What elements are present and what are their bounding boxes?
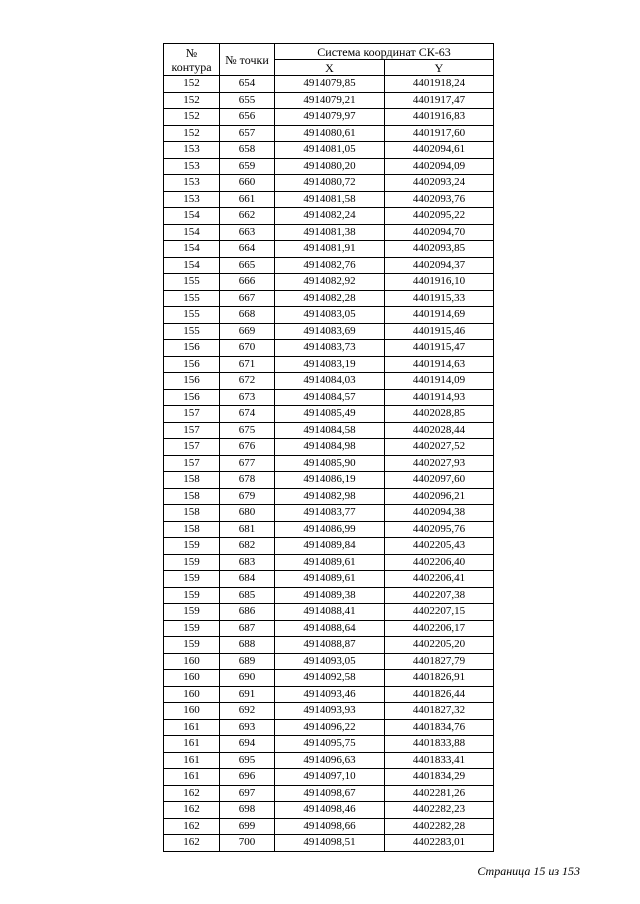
x-cell: 4914085,90: [275, 455, 385, 472]
table-row: [164, 175, 494, 192]
point-cell: 682: [220, 538, 275, 555]
point-cell: 666: [220, 274, 275, 291]
x-cell: 4914088,41: [275, 604, 385, 621]
y-cell: 4402205,20: [385, 637, 494, 654]
point-cell: 665: [220, 257, 275, 274]
point-cell: 664: [220, 241, 275, 258]
table-row: [164, 521, 494, 538]
y-cell: 4401916,10: [385, 274, 494, 291]
table-row: [164, 142, 494, 159]
y-cell: 4401834,29: [385, 769, 494, 786]
x-cell: 4914097,10: [275, 769, 385, 786]
x-cell: 4914079,97: [275, 109, 385, 126]
y-cell: 4401834,76: [385, 719, 494, 736]
y-cell: 4402283,01: [385, 835, 494, 852]
y-cell: 4401915,33: [385, 290, 494, 307]
table-row: [164, 752, 494, 769]
x-cell: 4914082,92: [275, 274, 385, 291]
point-cell: 684: [220, 571, 275, 588]
y-cell: 4401918,24: [385, 76, 494, 93]
point-cell: 695: [220, 752, 275, 769]
y-cell: 4402282,28: [385, 818, 494, 835]
contour-cell: 159: [164, 554, 220, 571]
contour-cell: 159: [164, 538, 220, 555]
table-row: [164, 472, 494, 489]
table-row: [164, 769, 494, 786]
y-cell: 4401915,47: [385, 340, 494, 357]
y-cell: 4402094,61: [385, 142, 494, 159]
x-cell: 4914083,69: [275, 323, 385, 340]
point-cell: 681: [220, 521, 275, 538]
contour-cell: 154: [164, 257, 220, 274]
table-row: [164, 290, 494, 307]
contour-cell: 162: [164, 785, 220, 802]
y-cell: 4401914,09: [385, 373, 494, 390]
table-row: [164, 670, 494, 687]
point-cell: 693: [220, 719, 275, 736]
point-cell: 658: [220, 142, 275, 159]
y-cell: 4402207,15: [385, 604, 494, 621]
y-cell: 4402093,85: [385, 241, 494, 258]
y-cell: 4402097,60: [385, 472, 494, 489]
y-cell: 4402206,40: [385, 554, 494, 571]
coordinates-table: [163, 43, 494, 852]
point-cell: 680: [220, 505, 275, 522]
x-cell: 4914082,98: [275, 488, 385, 505]
point-cell: 698: [220, 802, 275, 819]
table-row: [164, 389, 494, 406]
table-row: [164, 686, 494, 703]
header-contour-number-label: контура: [171, 59, 212, 74]
x-cell: 4914093,05: [275, 653, 385, 670]
x-cell: 4914081,38: [275, 224, 385, 241]
table-row: [164, 92, 494, 109]
x-cell: 4914083,19: [275, 356, 385, 373]
y-cell: 4401826,91: [385, 670, 494, 687]
y-cell: 4402095,76: [385, 521, 494, 538]
point-cell: 696: [220, 769, 275, 786]
y-cell: 4401914,63: [385, 356, 494, 373]
x-cell: 4914084,03: [275, 373, 385, 390]
point-cell: 671: [220, 356, 275, 373]
table-row: [164, 785, 494, 802]
x-cell: 4914086,19: [275, 472, 385, 489]
contour-cell: 160: [164, 653, 220, 670]
y-cell: 4402206,41: [385, 571, 494, 588]
y-cell: 4401827,79: [385, 653, 494, 670]
point-cell: 663: [220, 224, 275, 241]
y-cell: 4402205,43: [385, 538, 494, 555]
table-row: [164, 505, 494, 522]
x-cell: 4914089,38: [275, 587, 385, 604]
y-cell: 4402093,24: [385, 175, 494, 192]
contour-cell: 160: [164, 686, 220, 703]
x-cell: 4914083,05: [275, 307, 385, 324]
x-cell: 4914085,49: [275, 406, 385, 423]
table-row: [164, 818, 494, 835]
point-cell: 686: [220, 604, 275, 621]
table-row: [164, 637, 494, 654]
contour-cell: 157: [164, 455, 220, 472]
y-cell: 4402093,76: [385, 191, 494, 208]
table-row: [164, 719, 494, 736]
contour-cell: 159: [164, 571, 220, 588]
table-row: [164, 736, 494, 753]
contour-cell: 155: [164, 307, 220, 324]
table-row: [164, 257, 494, 274]
point-cell: 692: [220, 703, 275, 720]
point-cell: 673: [220, 389, 275, 406]
point-cell: 656: [220, 109, 275, 126]
header-contour-number: [164, 44, 220, 76]
table-row: [164, 653, 494, 670]
x-cell: 4914082,28: [275, 290, 385, 307]
x-cell: 4914095,75: [275, 736, 385, 753]
y-cell: 4402281,26: [385, 785, 494, 802]
x-cell: 4914083,73: [275, 340, 385, 357]
contour-cell: 158: [164, 472, 220, 489]
contour-cell: 155: [164, 290, 220, 307]
table-row: [164, 241, 494, 258]
x-cell: 4914084,98: [275, 439, 385, 456]
contour-cell: 158: [164, 505, 220, 522]
y-cell: 4402027,93: [385, 455, 494, 472]
table-row: [164, 76, 494, 93]
point-cell: 667: [220, 290, 275, 307]
table-row: [164, 587, 494, 604]
point-cell: 677: [220, 455, 275, 472]
point-cell: 675: [220, 422, 275, 439]
y-cell: 4402096,21: [385, 488, 494, 505]
table-row: [164, 356, 494, 373]
y-cell: 4402028,44: [385, 422, 494, 439]
table-row: [164, 620, 494, 637]
contour-cell: 156: [164, 340, 220, 357]
contour-cell: 161: [164, 769, 220, 786]
point-cell: 654: [220, 76, 275, 93]
y-cell: 4401917,47: [385, 92, 494, 109]
contour-cell: 152: [164, 92, 220, 109]
y-cell: 4402028,85: [385, 406, 494, 423]
x-cell: 4914081,91: [275, 241, 385, 258]
y-cell: 4401827,32: [385, 703, 494, 720]
point-cell: 700: [220, 835, 275, 852]
x-cell: 4914088,87: [275, 637, 385, 654]
table-row: [164, 224, 494, 241]
y-cell: 4402094,38: [385, 505, 494, 522]
x-cell: 4914098,46: [275, 802, 385, 819]
contour-cell: 158: [164, 521, 220, 538]
contour-cell: 159: [164, 604, 220, 621]
x-cell: 4914083,77: [275, 505, 385, 522]
x-cell: 4914098,66: [275, 818, 385, 835]
point-cell: 678: [220, 472, 275, 489]
header-coordinate-system: Система координат СК-63: [275, 44, 494, 60]
contour-cell: 159: [164, 587, 220, 604]
x-cell: 4914089,84: [275, 538, 385, 555]
x-cell: 4914093,46: [275, 686, 385, 703]
point-cell: 699: [220, 818, 275, 835]
x-cell: 4914089,61: [275, 554, 385, 571]
x-cell: 4914098,51: [275, 835, 385, 852]
point-cell: 659: [220, 158, 275, 175]
y-cell: 4402206,17: [385, 620, 494, 637]
contour-cell: 157: [164, 439, 220, 456]
x-cell: 4914082,24: [275, 208, 385, 225]
contour-cell: 153: [164, 158, 220, 175]
contour-cell: 162: [164, 835, 220, 852]
contour-cell: 156: [164, 389, 220, 406]
table-row: [164, 455, 494, 472]
contour-cell: 153: [164, 175, 220, 192]
x-cell: 4914081,58: [275, 191, 385, 208]
y-cell: 4401914,69: [385, 307, 494, 324]
contour-cell: 158: [164, 488, 220, 505]
contour-cell: 161: [164, 752, 220, 769]
table-row: [164, 158, 494, 175]
x-cell: 4914081,05: [275, 142, 385, 159]
point-cell: 690: [220, 670, 275, 687]
contour-cell: 154: [164, 241, 220, 258]
contour-cell: 153: [164, 142, 220, 159]
y-cell: 4402094,09: [385, 158, 494, 175]
table-row: [164, 274, 494, 291]
contour-cell: 154: [164, 224, 220, 241]
point-cell: 679: [220, 488, 275, 505]
point-cell: 683: [220, 554, 275, 571]
table-row: [164, 571, 494, 588]
table-row: [164, 191, 494, 208]
contour-cell: 152: [164, 109, 220, 126]
header-x: X: [275, 60, 385, 76]
point-cell: 657: [220, 125, 275, 142]
point-cell: 694: [220, 736, 275, 753]
x-cell: 4914096,63: [275, 752, 385, 769]
x-cell: 4914080,20: [275, 158, 385, 175]
x-cell: 4914098,67: [275, 785, 385, 802]
x-cell: 4914079,21: [275, 92, 385, 109]
y-cell: 4401914,93: [385, 389, 494, 406]
table-row: [164, 703, 494, 720]
contour-cell: 157: [164, 422, 220, 439]
contour-cell: 154: [164, 208, 220, 225]
x-cell: 4914079,85: [275, 76, 385, 93]
point-cell: 669: [220, 323, 275, 340]
point-cell: 661: [220, 191, 275, 208]
y-cell: 4401915,46: [385, 323, 494, 340]
table-row: [164, 554, 494, 571]
contour-cell: 159: [164, 637, 220, 654]
contour-cell: 152: [164, 76, 220, 93]
point-cell: 688: [220, 637, 275, 654]
x-cell: 4914082,76: [275, 257, 385, 274]
y-cell: 4401833,88: [385, 736, 494, 753]
table-body: [164, 76, 494, 852]
x-cell: 4914080,61: [275, 125, 385, 142]
table-row: [164, 422, 494, 439]
point-cell: 660: [220, 175, 275, 192]
contour-cell: 160: [164, 703, 220, 720]
x-cell: 4914080,72: [275, 175, 385, 192]
y-cell: 4402095,22: [385, 208, 494, 225]
point-cell: 670: [220, 340, 275, 357]
table-row: [164, 323, 494, 340]
header-contour-number-symbol: №: [185, 45, 198, 60]
point-cell: 676: [220, 439, 275, 456]
y-cell: 4401917,60: [385, 125, 494, 142]
table-header: [164, 44, 494, 76]
contour-cell: 160: [164, 670, 220, 687]
table-row: [164, 109, 494, 126]
contour-cell: 155: [164, 274, 220, 291]
point-cell: 685: [220, 587, 275, 604]
contour-cell: 161: [164, 719, 220, 736]
point-cell: 668: [220, 307, 275, 324]
y-cell: 4402207,38: [385, 587, 494, 604]
table-row: [164, 208, 494, 225]
point-cell: 672: [220, 373, 275, 390]
contour-cell: 157: [164, 406, 220, 423]
table-row: [164, 604, 494, 621]
y-cell: 4402282,23: [385, 802, 494, 819]
x-cell: 4914096,22: [275, 719, 385, 736]
x-cell: 4914093,93: [275, 703, 385, 720]
y-cell: 4402027,52: [385, 439, 494, 456]
table-row: [164, 373, 494, 390]
x-cell: 4914092,58: [275, 670, 385, 687]
table-row: [164, 406, 494, 423]
table-row: [164, 488, 494, 505]
point-cell: 655: [220, 92, 275, 109]
contour-cell: 162: [164, 818, 220, 835]
y-cell: 4401833,41: [385, 752, 494, 769]
y-cell: 4402094,37: [385, 257, 494, 274]
page-number-footer: Страница 15 из 153: [477, 864, 580, 878]
x-cell: 4914086,99: [275, 521, 385, 538]
point-cell: 662: [220, 208, 275, 225]
table-row: [164, 307, 494, 324]
point-cell: 697: [220, 785, 275, 802]
contour-cell: 159: [164, 620, 220, 637]
point-cell: 691: [220, 686, 275, 703]
point-cell: 687: [220, 620, 275, 637]
contour-cell: 153: [164, 191, 220, 208]
table-row: [164, 835, 494, 852]
contour-cell: 155: [164, 323, 220, 340]
header-y: Y: [385, 60, 494, 76]
y-cell: 4401916,83: [385, 109, 494, 126]
point-cell: 674: [220, 406, 275, 423]
table-row: [164, 538, 494, 555]
contour-cell: 156: [164, 373, 220, 390]
y-cell: 4401826,44: [385, 686, 494, 703]
table-row: [164, 802, 494, 819]
header-point-number: № точки: [220, 44, 275, 76]
x-cell: 4914084,57: [275, 389, 385, 406]
contour-cell: 156: [164, 356, 220, 373]
contour-cell: 162: [164, 802, 220, 819]
point-cell: 689: [220, 653, 275, 670]
contour-cell: 161: [164, 736, 220, 753]
table-row: [164, 439, 494, 456]
table-row: [164, 125, 494, 142]
table-row: [164, 340, 494, 357]
y-cell: 4402094,70: [385, 224, 494, 241]
contour-cell: 152: [164, 125, 220, 142]
x-cell: 4914089,61: [275, 571, 385, 588]
x-cell: 4914088,64: [275, 620, 385, 637]
x-cell: 4914084,58: [275, 422, 385, 439]
